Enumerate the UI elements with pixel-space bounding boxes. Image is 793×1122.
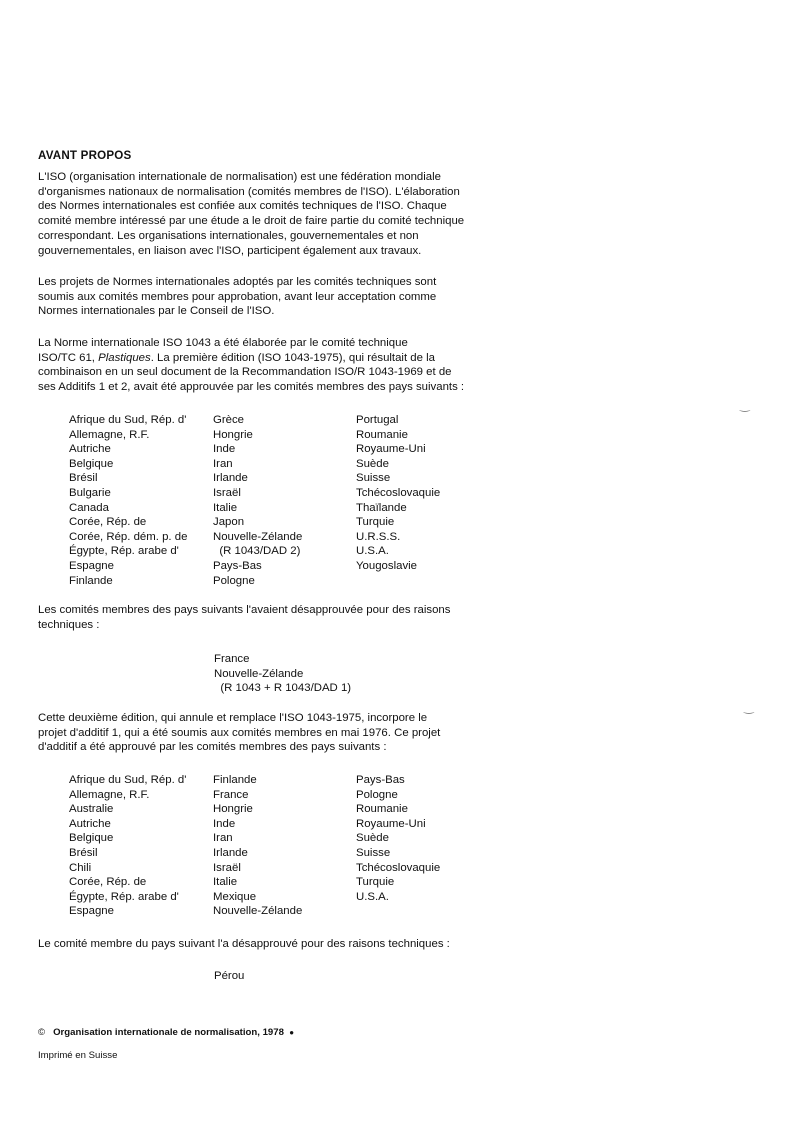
country-name: U.R.S.S. <box>356 530 401 543</box>
text-line: Les projets de Normes internationales adoptés par les comités techniques sont <box>38 276 437 288</box>
paragraph-3 <box>38 336 484 395</box>
country-name: Pérou <box>214 970 245 982</box>
country-name: Italie <box>213 876 238 889</box>
copyright-text: Organisation internationale de normalisation, 1978 <box>53 1027 284 1038</box>
country-name: France <box>214 653 250 665</box>
country-name: Bulgarie <box>69 486 111 499</box>
disapproved-countries-list-2 <box>214 969 244 984</box>
country-name: Nouvelle-Zélande <box>213 905 303 918</box>
text-line: projet d'additif 1, qui a été soumis aux comités membres en mai 1976. Ce projet <box>38 726 441 739</box>
paragraph-6 <box>38 937 484 952</box>
text-line: ses Additifs 1 et 2, avait été approuvée par les comités membres des pays suivants : <box>38 381 465 394</box>
country-name: Inde <box>213 817 236 830</box>
country-name: Finlande <box>213 774 257 786</box>
country-name: Portugal <box>356 414 399 426</box>
text-line: La Norme internationale ISO 1043 a été élaborée par le comité technique <box>38 337 408 349</box>
country-name: Yougoslavie <box>356 559 418 572</box>
text-line: Normes internationales par le Conseil de l'ISO. <box>38 305 275 318</box>
scan-mark-icon: ‿ <box>740 398 750 412</box>
country-column-2 <box>213 773 302 919</box>
country-name: (R 1043 + R 1043/DAD 1) <box>214 682 352 695</box>
country-name: Irlande <box>213 846 248 859</box>
country-name: Thaïlande <box>356 501 407 514</box>
country-name: Finlande <box>69 574 113 587</box>
text-line: combinaison en un seul document de la Recommandation ISO/R 1043-1969 et de <box>38 366 452 379</box>
country-name: Brésil <box>69 472 98 485</box>
text-line: des Normes internationales est confiée aux comités techniques de l'ISO. Chaque <box>38 200 447 213</box>
paragraph-4 <box>38 603 484 632</box>
paragraph-1 <box>38 170 484 258</box>
text-line: correspondant. Les organisations internationales, gouvernementales et non <box>38 229 419 242</box>
country-name: Italie <box>213 501 238 514</box>
country-name: Suède <box>356 457 389 470</box>
country-name: Tchécoslovaquie <box>356 486 441 499</box>
country-name: Pays-Bas <box>356 774 405 786</box>
country-name: Israël <box>213 861 241 874</box>
country-name: U.S.A. <box>356 545 389 558</box>
country-column-3 <box>356 773 440 904</box>
disapproved-countries-list-1 <box>214 652 351 696</box>
country-name: Grèce <box>213 414 245 426</box>
country-name: Turquie <box>356 876 395 889</box>
scan-mark-icon: ‿ <box>744 700 754 714</box>
country-name: Inde <box>213 443 236 456</box>
country-name: Mexique <box>213 890 257 903</box>
country-name: Tchécoslovaquie <box>356 861 441 874</box>
paragraph-5 <box>38 711 484 755</box>
country-name: Hongrie <box>213 428 253 441</box>
country-name: Afrique du Sud, Rép. d' <box>69 414 187 426</box>
text-line: d'additif a été approuvé par les comités membres des pays suivants : <box>38 741 387 754</box>
country-name: Pologne <box>356 788 398 801</box>
country-name: Pologne <box>213 574 255 587</box>
country-name: Suisse <box>356 846 391 859</box>
text-line: Cette deuxième édition, qui annule et remplace l'ISO 1043-1975, incorpore le <box>38 712 428 724</box>
text-line <box>38 351 484 366</box>
country-name: Belgique <box>69 832 114 845</box>
text-line: d'organismes nationaux de normalisation (comités membres de l'ISO). L'élaboration <box>38 185 460 198</box>
country-name: (R 1043/DAD 2) <box>213 545 301 558</box>
text-line: soumis aux comités membres pour approbation, avant leur acceptation comme <box>38 290 437 303</box>
country-name: Nouvelle-Zélande <box>213 530 303 543</box>
heading: AVANT PROPOS <box>38 149 132 162</box>
text-line: comité membre intéressé par une étude a le droit de faire partie du comité technique <box>38 215 465 228</box>
country-name: Égypte, Rép. arabe d' <box>69 890 179 903</box>
country-name: Corée, Rép. de <box>69 876 147 889</box>
country-name: Turquie <box>356 516 395 529</box>
country-name: Afrique du Sud, Rép. d' <box>69 774 187 786</box>
copyright-symbol: © <box>38 1027 46 1038</box>
country-column-1 <box>69 773 186 919</box>
country-name: Royaume-Uni <box>356 817 426 830</box>
country-name: Égypte, Rép. arabe d' <box>69 545 179 558</box>
country-name: Belgique <box>69 457 114 470</box>
country-name: Japon <box>213 516 245 529</box>
country-name: Brésil <box>69 846 98 859</box>
copyright-line <box>38 1027 294 1038</box>
country-name: Autriche <box>69 817 111 830</box>
country-name: Iran <box>213 457 233 470</box>
country-name: Chili <box>69 861 92 874</box>
text-line: techniques : <box>38 618 100 631</box>
country-name: Autriche <box>69 443 111 456</box>
country-name: Pays-Bas <box>213 559 262 572</box>
country-name: Allemagne, R.F. <box>69 788 150 801</box>
country-name: Roumanie <box>356 428 408 441</box>
country-name: Iran <box>213 832 233 845</box>
country-name: Corée, Rép. dém. p. de <box>69 530 188 543</box>
country-name: Irlande <box>213 472 248 485</box>
country-name: Allemagne, R.F. <box>69 428 150 441</box>
country-name: Corée, Rép. de <box>69 516 147 529</box>
italic-title: Plastiques <box>98 351 151 364</box>
country-column-1 <box>69 413 187 588</box>
country-name: France <box>213 788 249 801</box>
country-name: Roumanie <box>356 803 408 816</box>
text-line: L'ISO (organisation internationale de normalisation) est une fédération mondiale <box>38 171 441 183</box>
country-name: Israël <box>213 486 241 499</box>
country-name: Espagne <box>69 905 114 918</box>
country-name: Nouvelle-Zélande <box>214 667 304 680</box>
country-name: Espagne <box>69 559 114 572</box>
country-column-3 <box>356 413 440 574</box>
country-name: Hongrie <box>213 803 253 816</box>
country-name: Suisse <box>356 472 391 485</box>
text-segment: ISO/TC 61, <box>38 351 99 364</box>
text-line: gouvernementales, en liaison avec l'ISO, participent également aux travaux. <box>38 244 422 257</box>
paragraph-2 <box>38 275 484 319</box>
bullet-icon: ● <box>289 1028 295 1037</box>
country-column-2 <box>213 413 302 588</box>
country-name: Australie <box>69 803 114 816</box>
text-segment: . La première édition (ISO 1043-1975), qui résultait de la <box>150 351 435 364</box>
country-name: Canada <box>69 501 109 514</box>
printed-in: Imprimé en Suisse <box>38 1050 118 1061</box>
country-name: Suède <box>356 832 389 845</box>
country-name: Royaume-Uni <box>356 443 426 456</box>
country-name: U.S.A. <box>356 890 389 903</box>
text-line: Les comités membres des pays suivants l'avaient désapprouvée pour des raisons <box>38 604 451 616</box>
text-line: Le comité membre du pays suivant l'a désapprouvé pour des raisons techniques : <box>38 938 450 950</box>
